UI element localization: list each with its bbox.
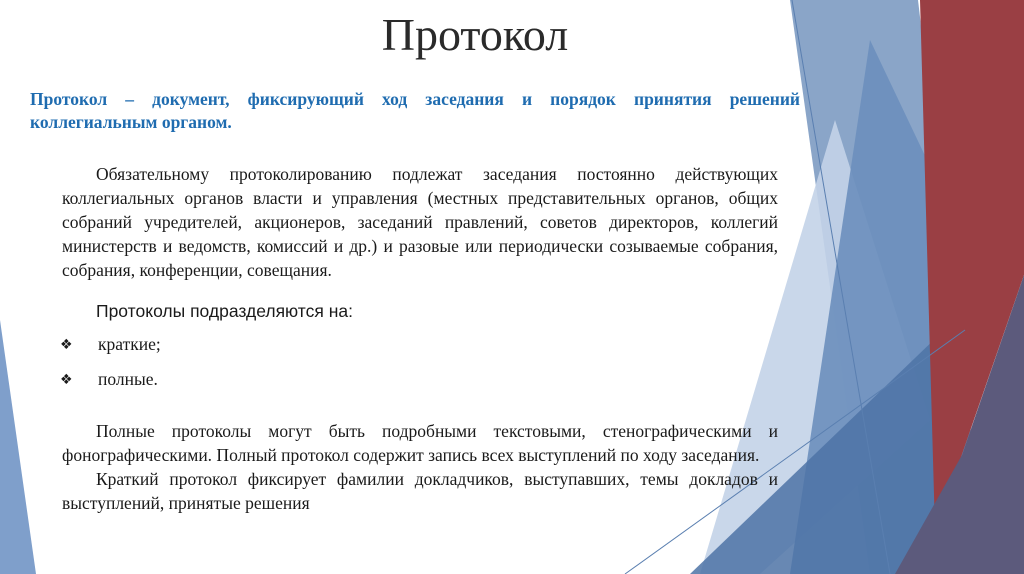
list-item: [60, 334, 161, 355]
paragraph-block: [62, 419, 778, 515]
left-blue-triangle: [0, 320, 36, 574]
diamond-bullet-icon: ❖: [60, 371, 73, 388]
list-item-label: полные.: [98, 369, 158, 389]
paragraph-short-protocols: Краткий протокол фиксирует фамилии докладчиков, выступавших, темы докладов и выступлений, принятые решения: [62, 469, 778, 513]
subheading-types: Протоколы подразделяются на:: [96, 301, 353, 321]
list-item: [60, 369, 158, 390]
list-item-label: краткие;: [98, 334, 161, 354]
paragraph-mandatory: Обязательному протоколированию подлежат заседания постоянно действующих коллегиальных органов власти и управления (местных представительных органов, общих собраний учредителей, акционеров, заседаний правлений, советов директоров, коллегий министерств и ведомств, комиссий и др.) и разовые или периодически созываемые собрания, собрания, конференции, совещания.: [62, 164, 778, 280]
slide-title: Протокол: [381, 9, 569, 60]
diamond-bullet-icon: ❖: [60, 336, 73, 353]
definition-text: Протокол – документ, фиксирующий ход заседания и порядок принятия решений коллегиальным органом.: [30, 89, 800, 132]
paragraph-full-protocols: Полные протоколы могут быть подробными текстовыми, стенографическими и фонографическими. Полный протокол содержит запись всех выступлений по ходу заседания.: [62, 421, 778, 465]
